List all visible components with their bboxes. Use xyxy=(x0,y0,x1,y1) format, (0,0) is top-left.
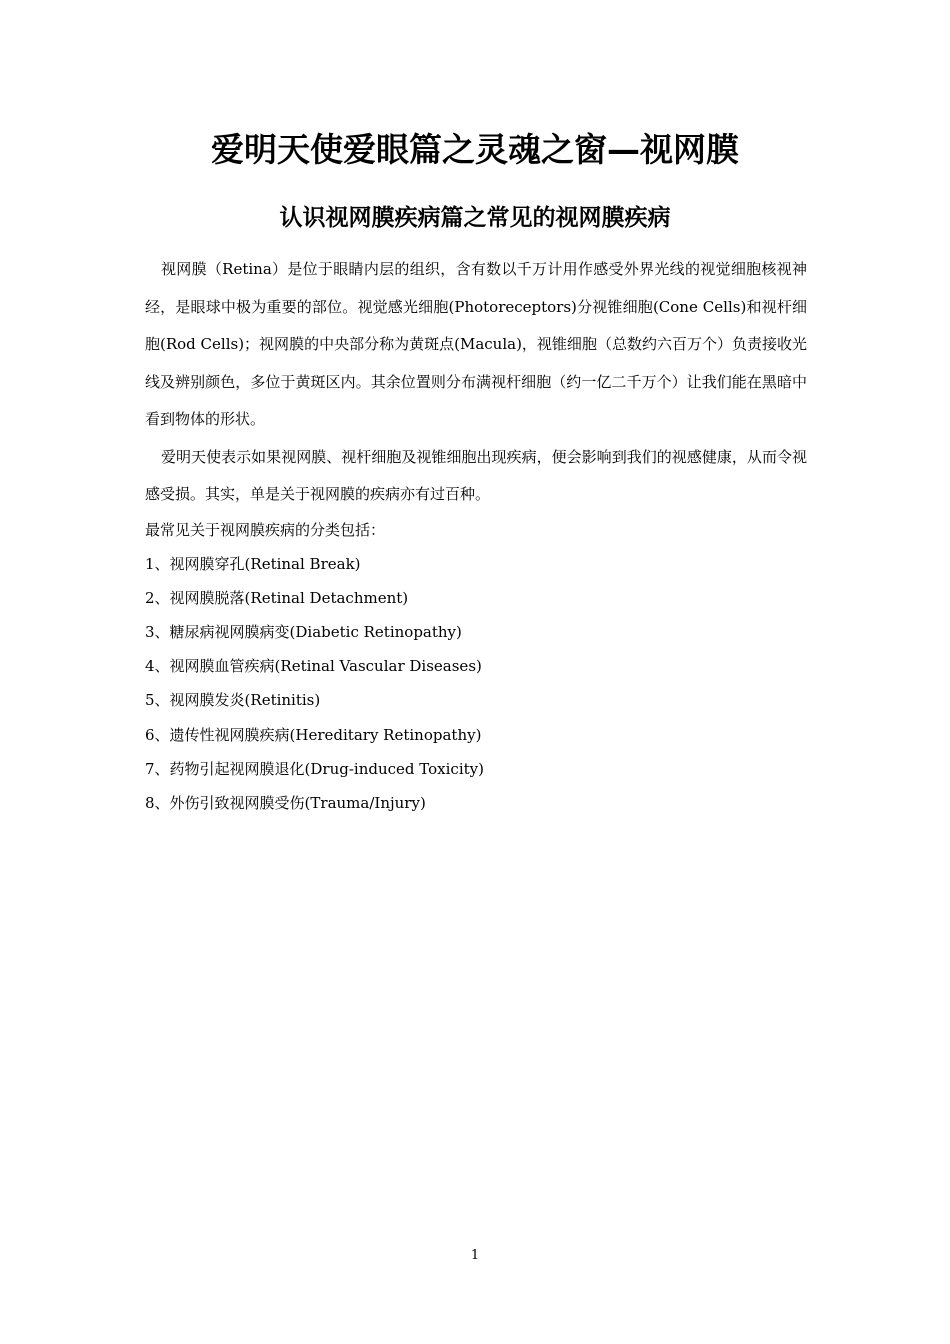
page-number: 1 xyxy=(470,1248,480,1263)
document-title: 爱明天使爱眼篇之灵魂之窗—视网膜 xyxy=(211,130,739,169)
list-intro: 最常见关于视网膜疾病的分类包括： xyxy=(145,520,386,539)
paragraph-retina-disease: 爱明天使表示如果视网膜、视杆细胞及视锥细胞出现疾病，便会影响到我们的视感健康，从而令视感受损。其实，单是关于视网膜的疾病亦有过百种。 xyxy=(145,447,807,503)
disease-list xyxy=(145,547,807,821)
list-item: 8、外伤引致视网膜受伤(Trauma/Injury) xyxy=(145,793,426,812)
list-item: 7、药物引起视网膜退化(Drug-induced Toxicity) xyxy=(145,759,484,778)
list-item: 6、遗传性视网膜疾病(Hereditary Retinopathy) xyxy=(145,725,482,744)
list-item: 1、视网膜穿孔(Retinal Break) xyxy=(145,554,361,573)
document-body xyxy=(145,251,807,820)
list-item: 3、糖尿病视网膜病变(Diabetic Retinopathy) xyxy=(145,622,462,641)
list-item: 2、视网膜脱落(Retinal Detachment) xyxy=(145,588,409,607)
paragraph-retina-intro: 视网膜（Retina）是位于眼睛内层的组织，含有数以千万计用作感受外界光线的视觉细胞核视神经，是眼球中极为重要的部位。视觉感光细胞(Photoreceptors)分视锥细胞(Cone Cells)和视杆细胞(Rod Cells)；视网膜的中央部分称为黄斑点(Macula)，视锥细胞（总数约六百万个）负责接收光线及辨别颜色，多位于黄斑区内。其余位置则分布满视杆细胞（约一亿二千万个）让我们能在黑暗中看到物体的形状。 xyxy=(145,260,807,428)
document-subtitle: 认识视网膜疾病篇之常见的视网膜疾病 xyxy=(279,205,671,231)
list-item: 4、视网膜血管疾病(Retinal Vascular Diseases) xyxy=(145,657,482,676)
list-item: 5、视网膜发炎(Retinitis) xyxy=(145,691,321,710)
